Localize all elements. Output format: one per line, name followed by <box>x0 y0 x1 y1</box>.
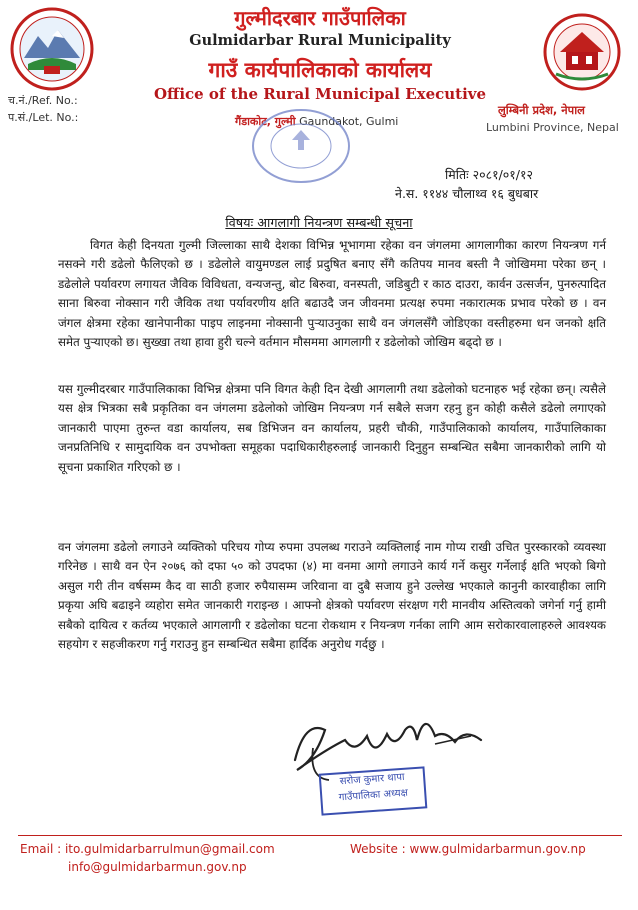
address-en: Gaundakot, Gulmi <box>299 115 399 128</box>
paragraph-2: यस गुल्मीदरबार गाउँपालिकाका विभिन्न क्षेत्रमा पनि विगत केही दिन देखी आगलागी तथा डढेलोको घटनाहरु भई रहेका छन्। त्यसैले यस क्षेत्र भित्रका सबै प्रकृतिका वन जंगलमा डढेलोको जोखिम नियन्त्रण गर्न सबैले सजग रहनु हुन कोही कसैले डढेलो लगाएको जानकारी पाएमा तुरुन्त वडा कार्यालय, सब डिभिजन वन कार्यालय, प्रहरी चौकी, गाउँपालिकाको कार्यालय, गाउँपालिकाका जनप्रतिनिधि र सामुदायिक वन उपभोक्ता समूहका पदाधिकारीहरुलाई जानकारी दिनुहुन सम्बन्धित सबैमा जानकारीको लागि यो सूचना प्रकाशित गरिएको छ । <box>58 382 606 474</box>
province-np: लुम्बिनी प्रदेश, नेपाल <box>498 103 585 117</box>
subject-line <box>0 213 638 231</box>
paragraph-1: विगत केही दिनयता गुल्मी जिल्लाका साथै देशका विभिन्न भूभागमा रहेका वन जंगलमा आगलागीका कारण नियन्त्रण गर्न नसक्ने गरी डढेलो फैलिएको छ । डढेलोले वायुमण्डल लाई प्रदुषित बनाए सँगै कतिपय मानव बस्ती नै जोखिममा परेका छन् । डढेलोले पर्यावरण लगायत जैविक विविधता, वन्यजन्तु, बोट बिरुवा, वनस्पती, जडिबुटी र काठ दाउरा, कार्वन उत्सर्जन, पुनरुत्पादित साना बिरुवा नोक्सान गरी जैविक तथा पर्यावरणीय क्षति बढाउदै जन जीवनमा प्रत्यक्ष रुपमा नकारात्मक प्रभाव परेको छ । वन जंगल क्षेत्रमा रहेका खानेपानीका पाइप लाइनमा नोक्सानी पुऱ्याउनुका साथै वन जंगलसँगै जोडिएका वस्तीहरुमा धन जनको क्षति समेत पुऱ्याएको छ। सुख्खा तथा हावा हुरी चल्ने वर्तमान मौसममा आगलागी र डढेलोको जोखिम बढ्दो छ । <box>58 238 606 350</box>
signatory-name: सरोज कुमार थापा <box>339 771 405 788</box>
ref-no-label: च.नं./Ref. No.: <box>8 94 78 107</box>
nepal-emblem-logo <box>8 6 96 92</box>
office-stamp <box>246 106 356 186</box>
date-line: मितिः २०८१/०१/१२ <box>445 167 533 182</box>
signatory-title: गाउँपालिका अध्यक्ष <box>338 787 409 804</box>
office-title-np: गाउँ कार्यपालिकाको कार्यालय <box>208 58 432 82</box>
subject-text: विषयः आगलागी नियन्त्रण सम्बन्धी सूचना <box>225 216 413 231</box>
footer-website[interactable]: Website : www.gulmidarbarmun.gov.np <box>350 842 586 856</box>
footer-email-secondary[interactable]: info@gulmidarbarmun.gov.np <box>68 860 247 874</box>
address-np: गैंडाकोट, गुल्मी <box>235 115 296 128</box>
office-title-en: Office of the Rural Municipal Executive <box>153 85 487 103</box>
municipality-title-np: गुल्मीदरबार गाउँपालिका <box>234 6 406 30</box>
municipality-title-en: Gulmidarbar Rural Municipality <box>189 32 451 49</box>
paragraph-3: वन जंगलमा डढेलो लगाउने व्यक्तिको परिचय गोप्य रुपमा उपलब्ध गराउने व्यक्तिलाई नाम गोप्य राखी उचित पुरस्कारको व्यवस्था गरिनेछ । साथै वन ऐन २०७६ को दफा ५० को उपदफा (४) मा वनमा आगो लगाउने कार्य गर्ने कसुर गर्नेलाई क्षति भएको बिगो असुल गरी तीन वर्षसम्म कैद वा साठी हजार रुपैयासम्म जरिवाना वा दुबै सजाय हुने उल्लेख भएकाले कानुनी कारवाहीका लागि प्रकृया अघि बढाइने व्यहोरा समेत जानकारी गराइन्छ । आफ्नो क्षेत्रको पर्यावरण संरक्षण गरी मानवीय अस्तित्वको जगेर्ना गर्नु हामी सबैको दायित्व र कर्तव्य भएकाले आगलागी र डढेलोका घटना रोकथाम र नियन्त्रण गर्नका लागि आम सरोकारवालाहरुले आवश्यक सहयोग र सहजीकरण गर्नु गराउनु हुन सम्बन्धित सबैमा हार्दिक अनुरोध गर्दछु । <box>58 540 606 652</box>
municipality-logo <box>542 12 622 92</box>
footer-email[interactable]: Email : ito.gulmidarbarrulmun@gmail.com <box>20 842 275 856</box>
nepal-sambat-date: ने.स. ११४४ चौलाथ्व १६ बुधबार <box>395 186 539 201</box>
signatory-seal <box>319 766 428 815</box>
letter-no-label: प.सं./Let. No.: <box>8 111 79 124</box>
footer-divider <box>18 835 622 836</box>
province-en: Lumbini Province, Nepal <box>486 121 619 134</box>
